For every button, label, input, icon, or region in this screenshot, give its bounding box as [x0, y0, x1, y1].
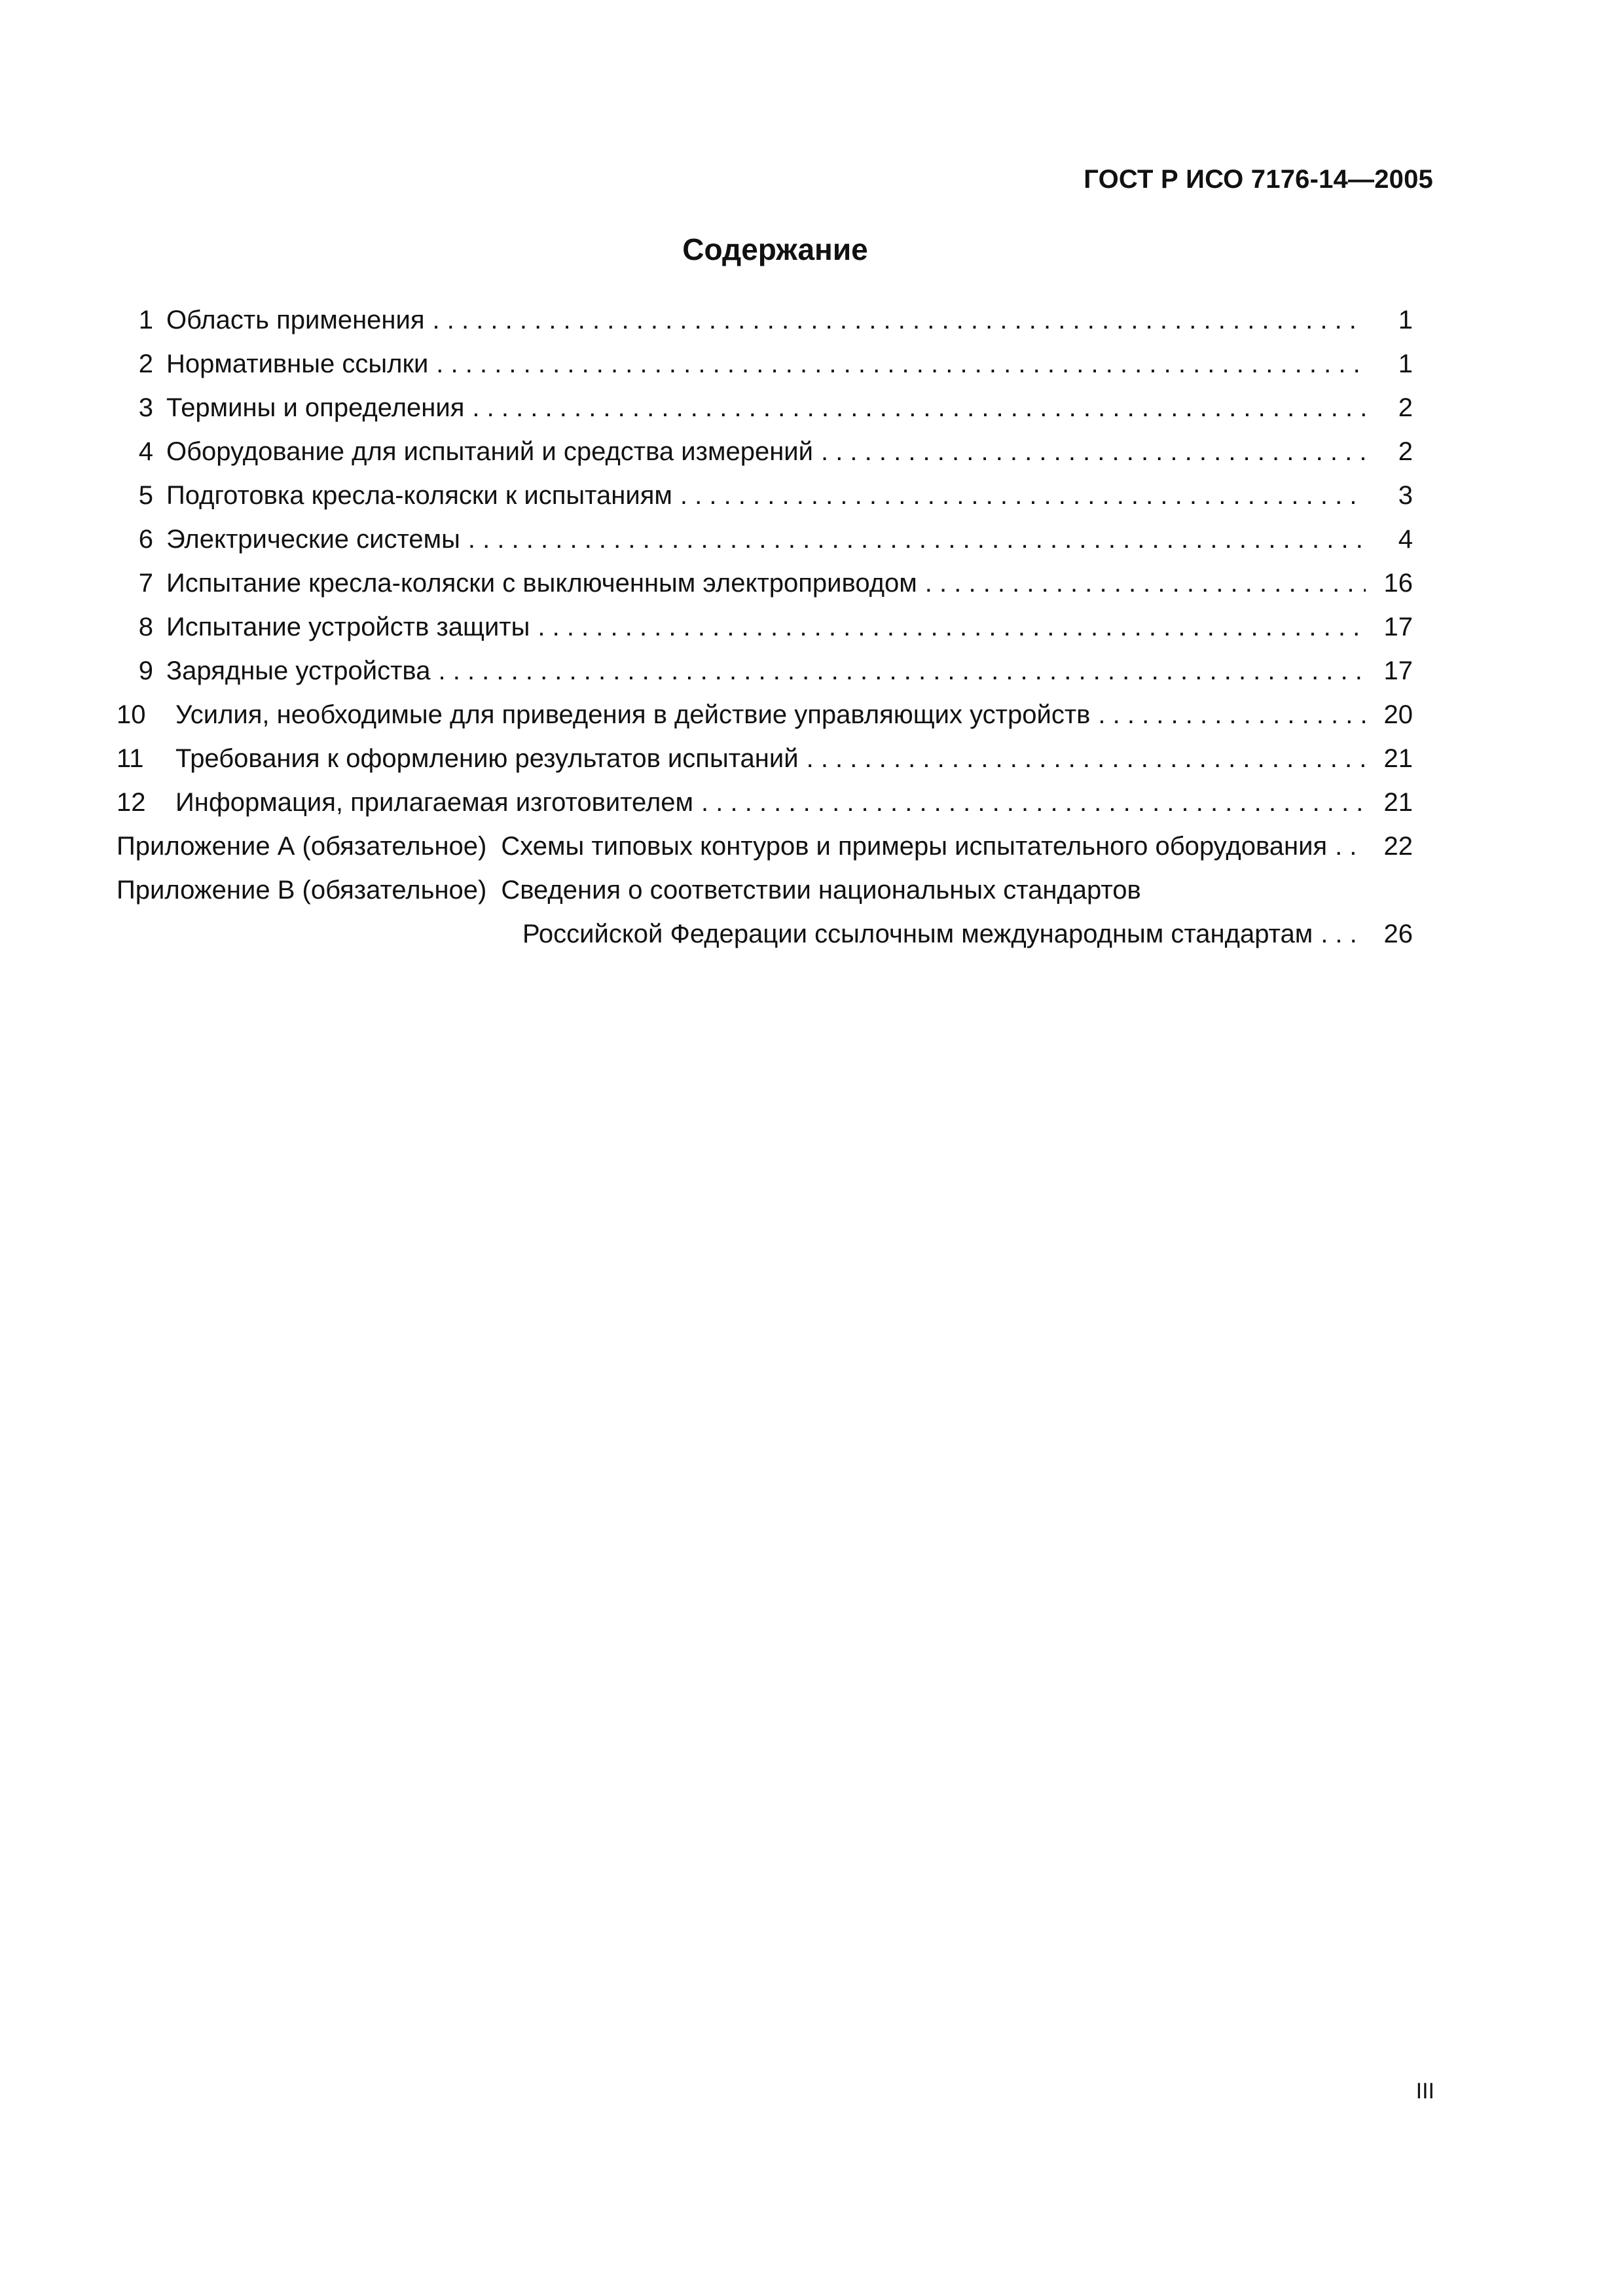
toc-entry-number: 11	[117, 744, 144, 773]
toc-appendix-b[interactable]	[117, 869, 1413, 912]
toc-entry[interactable]	[117, 474, 1413, 518]
toc-entry[interactable]	[117, 386, 1413, 430]
dot-leader	[438, 649, 1366, 693]
dot-leader	[821, 430, 1366, 474]
dot-leader	[701, 781, 1366, 825]
toc-entry-number: 3	[138, 393, 153, 422]
toc-entry-page: 21	[1383, 744, 1413, 773]
appendix-label-line1: Сведения о соответствии национальных стандартов	[501, 876, 1141, 905]
toc-entry-page: 2	[1398, 437, 1413, 466]
toc-entry[interactable]	[117, 342, 1413, 386]
appendix-page: 22	[1383, 832, 1413, 861]
toc-entry-page: 2	[1398, 393, 1413, 422]
toc-entry[interactable]	[117, 781, 1413, 825]
toc-entry[interactable]	[117, 693, 1413, 737]
toc-entry-number: 10	[117, 700, 146, 729]
appendix-page: 26	[1383, 920, 1413, 948]
toc-entry-label: Оборудование для испытаний и средства измерений	[166, 437, 813, 466]
toc-entry-page: 1	[1398, 306, 1413, 334]
toc-entry-page: 1	[1398, 350, 1413, 378]
toc-entry[interactable]	[117, 562, 1413, 605]
dot-leader	[1335, 825, 1366, 869]
toc-entry-number: 2	[138, 350, 153, 378]
toc-entry-number: 4	[138, 437, 153, 466]
toc-entry[interactable]	[117, 649, 1413, 693]
toc-entry[interactable]	[117, 605, 1413, 649]
toc-entry-label: Подготовка кресла-коляски к испытаниям	[166, 481, 672, 510]
toc-appendix-b-continuation[interactable]	[117, 912, 1413, 956]
toc-entry-label: Усилия, необходимые для приведения в действие управляющих устройств	[175, 700, 1091, 729]
toc-entry-number: 5	[138, 481, 153, 510]
dot-leader	[680, 474, 1366, 518]
toc-title: Содержание	[682, 232, 868, 266]
toc-entry-page: 17	[1383, 656, 1413, 685]
toc-entry-label: Требования к оформлению результатов испытаний	[175, 744, 799, 773]
toc-entry-label: Область применения	[166, 306, 425, 334]
appendix-prefix: Приложение В (обязательное)	[117, 876, 487, 905]
toc-entry-page: 17	[1383, 613, 1413, 641]
toc-entry-label: Термины и определения	[166, 393, 465, 422]
toc-entry-page: 16	[1383, 569, 1413, 598]
dot-leader	[807, 737, 1366, 781]
toc-entry-label: Электрические системы	[166, 525, 460, 554]
toc-entry[interactable]	[117, 737, 1413, 781]
toc-entry-number: 6	[138, 525, 153, 554]
document-code: ГОСТ Р ИСО 7176-14—2005	[1084, 165, 1433, 194]
table-of-contents	[117, 298, 1413, 956]
toc-entry[interactable]	[117, 430, 1413, 474]
toc-entry[interactable]	[117, 298, 1413, 342]
dot-leader	[468, 518, 1366, 562]
toc-entry-page: 21	[1383, 788, 1413, 817]
toc-entry-page: 4	[1398, 525, 1413, 554]
appendix-label-line2: Российской Федерации ссылочным международным стандартам	[522, 920, 1313, 948]
toc-entry-page: 3	[1398, 481, 1413, 510]
toc-entry-number: 9	[138, 656, 153, 685]
dot-leader	[538, 605, 1366, 649]
toc-entry-label: Испытание кресла-коляски с выключенным электроприводом	[166, 569, 917, 598]
toc-appendix-a[interactable]	[117, 825, 1413, 869]
appendix-prefix: Приложение А (обязательное)	[117, 832, 487, 861]
toc-entry-label: Информация, прилагаемая изготовителем	[175, 788, 694, 817]
appendix-label: Схемы типовых контуров и примеры испытательного оборудования	[501, 832, 1328, 861]
page-number: III	[1415, 2079, 1434, 2104]
dot-leader	[433, 298, 1366, 342]
toc-entry-number: 7	[138, 569, 153, 598]
toc-entry-label: Испытание устройств защиты	[166, 613, 530, 641]
toc-entry-number: 12	[117, 788, 146, 817]
dot-leader	[925, 562, 1366, 605]
toc-entry-number: 8	[138, 613, 153, 641]
toc-entry-label: Зарядные устройства	[166, 656, 431, 685]
toc-entry-number: 1	[138, 306, 153, 334]
toc-entry-page: 20	[1383, 700, 1413, 729]
dot-leader	[1321, 912, 1366, 956]
dot-leader	[1098, 693, 1366, 737]
dot-leader	[472, 386, 1366, 430]
dot-leader	[436, 342, 1366, 386]
toc-entry-label: Нормативные ссылки	[166, 350, 429, 378]
toc-entry[interactable]	[117, 518, 1413, 562]
